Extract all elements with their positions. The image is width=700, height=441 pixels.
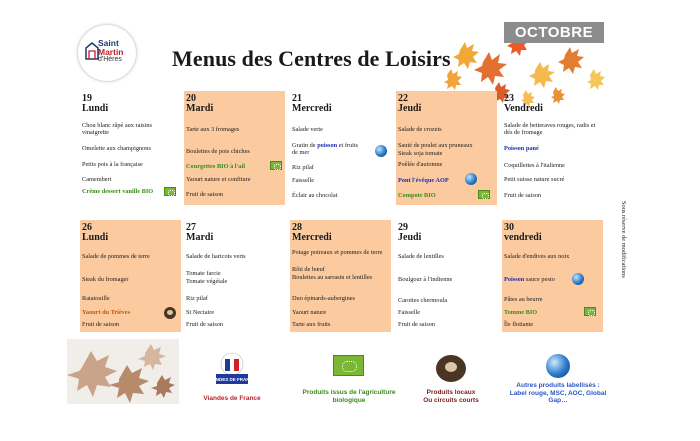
local-product-icon <box>436 355 466 382</box>
menu-main-veg: Steak soja tomate <box>398 150 443 157</box>
menu-starter: Salade de crozets <box>398 126 442 133</box>
day-name: Lundi <box>82 103 109 114</box>
menu-dessert: Île flottante <box>504 321 534 328</box>
day-name: Mercredi <box>292 232 332 243</box>
day-name: Jeudi <box>398 232 422 243</box>
menu-main-label: Poisson <box>504 276 525 283</box>
menu-main-part1: Gratin de <box>292 142 318 149</box>
day-friday-23 <box>502 91 612 205</box>
day-number: 23 <box>504 93 514 104</box>
menu-dairy: Faisselle <box>398 309 421 316</box>
menu-main <box>292 142 364 156</box>
menu-dessert: Éclair au chocolat <box>292 192 338 199</box>
menu-starter: Salade d'endives aux noix <box>504 253 570 260</box>
menu-side: Carottes chermoula <box>398 297 448 304</box>
menu-cheese: Pont l'évêque AOP <box>398 177 449 184</box>
labels-info-line-2: Label rouge, MSC, AOC, Global <box>509 389 607 397</box>
labels-info-line-1: Autres produits labellisés : <box>516 382 600 389</box>
menu-cheese: Tomme BIO <box>504 309 538 316</box>
day-number: 22 <box>398 93 408 104</box>
menu-main: Poisson pané <box>504 145 539 152</box>
city-logo-icon <box>85 42 99 60</box>
local-product-icon <box>164 307 176 319</box>
menu-main: Rôti de bœuf <box>292 266 325 273</box>
day-friday-30 <box>502 220 603 332</box>
bio-icon <box>584 307 596 316</box>
menu-main-part2: et fruits de mer <box>292 142 359 157</box>
bio-icon <box>478 190 490 199</box>
menu-cheese: Camembert <box>82 176 112 183</box>
day-thursday-22 <box>396 91 497 205</box>
day-number: 20 <box>186 93 196 104</box>
viandes-de-france-label: Viandes de France <box>203 395 261 402</box>
menu-main-veg: Boulettes au sarrasin et lentilles <box>292 274 373 281</box>
day-wednesday-28 <box>290 220 391 332</box>
menu-cheese: St Nectaire <box>186 309 215 316</box>
menu-dessert: Crème dessert vanille BIO <box>82 188 154 195</box>
menu-dessert: Tarte aux fruits <box>292 321 331 328</box>
day-name: Vendredi <box>504 103 543 114</box>
menu-side: Duo épinards-aubergines <box>292 295 356 302</box>
menu-side: Ratatouille <box>82 295 110 302</box>
bio-icon <box>164 187 176 196</box>
menu-starter: Salade de pommes de terre <box>82 253 150 260</box>
day-tuesday-20 <box>184 91 285 205</box>
menu-dessert: Fruit de saison <box>398 321 436 328</box>
day-number: 30 <box>504 222 514 233</box>
day-monday-26 <box>80 220 181 332</box>
day-number: 29 <box>398 222 408 233</box>
menu-side: Pâtes au beurre <box>504 296 543 303</box>
day-name: Jeudi <box>398 103 422 114</box>
day-name: Lundi <box>82 232 109 243</box>
menu-starter: Tarte aux 3 fromages <box>186 126 240 133</box>
menu-main: Tomate farcie <box>186 270 221 277</box>
sustainable-label-icon <box>375 145 387 157</box>
labels-info <box>500 382 616 405</box>
menu-main: Boulettes de pois chiches <box>186 148 250 155</box>
day-monday-19 <box>80 91 181 205</box>
day-name: Mardi <box>186 103 214 114</box>
menu-starter: Salade verte <box>292 126 323 133</box>
menu-side: Riz pilaf <box>186 295 208 302</box>
menu-main-veg: Tomate végétale <box>186 278 228 285</box>
day-tuesday-27 <box>184 220 285 332</box>
menu-dairy: Faisselle <box>292 177 315 184</box>
menu-dairy: Yaourt nature <box>292 309 327 316</box>
menu-starter: Potage poireaux et pommes de terre <box>292 249 383 256</box>
menu-dessert: Compote BIO <box>398 192 436 199</box>
day-name: Mercredi <box>292 103 332 114</box>
side-note-text: Sous réserve de modifications <box>620 201 627 278</box>
day-number: 19 <box>82 93 92 104</box>
page-title: Menus des Centres de Loisirs <box>172 46 451 71</box>
local-label-line-2: Ou circuits courts <box>423 396 479 404</box>
menu-side: Poêlée d'automne <box>398 161 443 168</box>
day-name: Mardi <box>186 232 214 243</box>
logo-line-3: d'Hères <box>98 56 122 63</box>
sustainable-label-icon <box>572 273 584 285</box>
menu-dessert: Fruit de saison <box>82 321 120 328</box>
menu-dairy: Yaourt du Trièves <box>82 309 131 316</box>
month-banner: OCTOBRE <box>504 22 604 43</box>
menu-side: Riz pilaf <box>292 164 314 171</box>
menu-main: Sauté de poulet aux pruneaux <box>398 142 473 149</box>
autumn-leaves-photo <box>67 339 179 404</box>
menu-main-label: poisson <box>317 142 338 149</box>
menu-main <box>504 276 599 283</box>
sustainable-label-icon <box>546 354 570 378</box>
menu-main: Steak du fromager <box>82 276 129 283</box>
day-wednesday-21 <box>290 91 391 205</box>
menu-dessert: Fruit de saison <box>504 192 542 199</box>
menu-main: Omelette aux champignons <box>82 145 151 152</box>
side-note <box>618 200 630 310</box>
day-number: 26 <box>82 222 92 233</box>
bio-label <box>282 389 416 404</box>
day-thursday-29 <box>396 220 497 332</box>
bio-label-icon <box>333 355 364 376</box>
menu-side: Courgettes BIO à l'ail <box>186 163 245 170</box>
bio-label-line-2: biologique <box>332 396 366 404</box>
menu-starter: Salade de betteraves rouges, radis et dés de fromage <box>504 122 596 137</box>
day-name: vendredi <box>504 232 542 243</box>
labels-info-line-3: Gap… <box>548 397 568 404</box>
menu-side: Coquillettes à l'italienne <box>504 162 565 169</box>
logo-line-2: Martin <box>98 46 124 57</box>
day-number: 27 <box>186 222 196 233</box>
menu-dessert: Fruit de saison <box>186 321 224 328</box>
menu-dessert: Fruit de saison <box>186 191 224 198</box>
logo-line-1: Saint <box>98 38 119 48</box>
menu-side: Petits pois à la française <box>82 161 143 168</box>
menu-main-part2: sauce pesto <box>524 276 555 283</box>
menu-starter: Chou blanc râpé aux raisins vinaigrette <box>82 122 152 137</box>
menu-starter: Salade de lentilles <box>398 253 444 260</box>
viandes-logo-text: VIANDES DE FRANCE <box>208 377 256 382</box>
menu-dairy: Yaourt nature et confiture <box>186 176 251 183</box>
day-number: 28 <box>292 222 302 233</box>
local-label <box>404 389 498 404</box>
day-number: 21 <box>292 93 302 104</box>
bio-icon <box>270 161 282 170</box>
bio-label-line-1: Produits issus de l'agriculture <box>302 389 396 396</box>
menu-main: Boulgour à l'indienne <box>398 276 453 283</box>
saint-martin-dheres-logo <box>78 25 136 81</box>
local-label-line-1: Produits locaux <box>426 389 476 396</box>
menu-starter: Salade de haricots verts <box>186 253 246 260</box>
viandes-de-france-icon <box>208 352 256 388</box>
menu-dairy: Petit suisse nature sucré <box>504 176 565 183</box>
sustainable-label-icon <box>465 173 477 185</box>
